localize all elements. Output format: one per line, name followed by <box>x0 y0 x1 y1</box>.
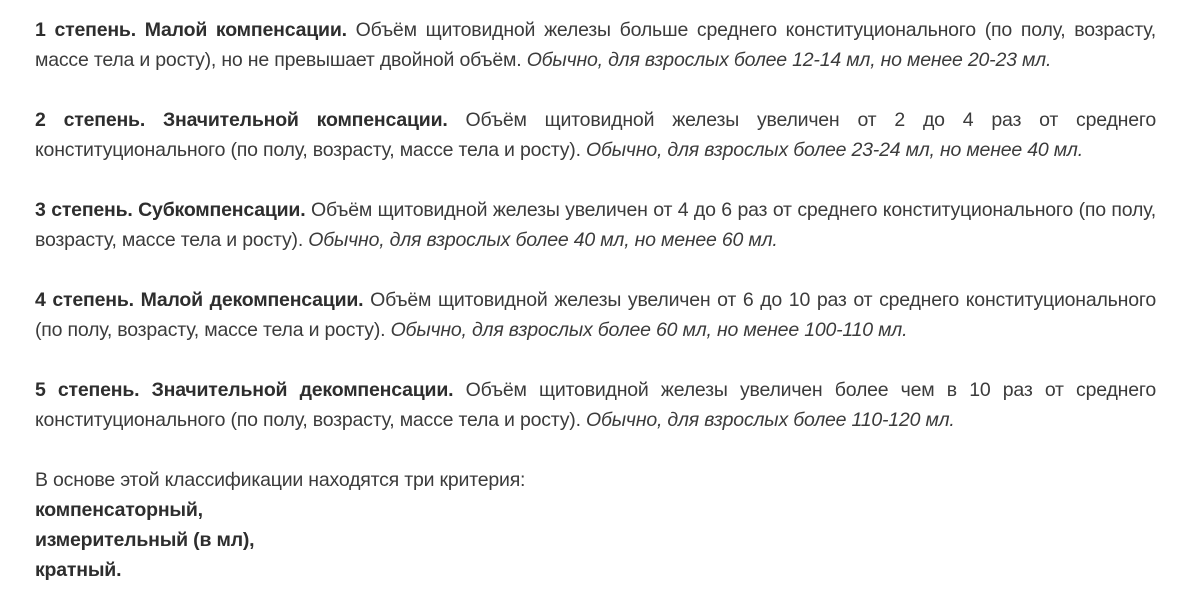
degree-1-paragraph <box>35 15 1156 75</box>
degree-3-paragraph <box>35 195 1156 255</box>
degree-3-note: Обычно, для взрослых более 40 мл, но менее 60 мл. <box>308 229 778 251</box>
degree-5-title: 5 степень. Значительной декомпенсации. <box>35 379 454 401</box>
criteria-item-measurement: измерительный (в мл), <box>35 529 255 551</box>
criteria-item-compensatory: компенсаторный, <box>35 499 203 521</box>
degree-2-paragraph <box>35 105 1156 165</box>
degree-4-title: 4 степень. Малой декомпенсации. <box>35 289 364 311</box>
degree-4-body: Объём щитовидной железы увеличен от 6 до 10 раз от среднего конституционального (по полу, возрасту, массе тела и росту). <box>35 289 1156 341</box>
criteria-item-multiple: кратный. <box>35 559 122 581</box>
criteria-list <box>35 495 1156 585</box>
degree-5-paragraph <box>35 375 1156 435</box>
degree-1-title: 1 степень. Малой компенсации. <box>35 19 347 41</box>
degree-3-body: Объём щитовидной железы увеличен от 4 до 6 раз от среднего конституционального (по полу, возрасту, массе тела и росту). <box>35 199 1156 251</box>
degree-5-body: Объём щитовидной железы увеличен более чем в 10 раз от среднего конституционального (по полу, возрасту, массе тела и росту). <box>35 379 1156 431</box>
degree-3-title: 3 степень. Субкомпенсации. <box>35 199 306 221</box>
degree-1-note: Обычно, для взрослых более 12-14 мл, но менее 20-23 мл. <box>526 49 1052 71</box>
degree-2-body: Объём щитовидной железы увеличен от 2 до 4 раз от среднего конституционального (по полу, возрасту, массе тела и росту). <box>35 109 1156 161</box>
degree-2-title: 2 степень. Значительной компенсации. <box>35 109 448 131</box>
degree-5-note: Обычно, для взрослых более 110-120 мл. <box>586 409 955 431</box>
degree-4-paragraph <box>35 285 1156 345</box>
article-content <box>35 15 1156 585</box>
degree-1-body: Объём щитовидной железы больше среднего конституционального (по полу, возрасту, массе тела и росту), но не превышает двойной объём. <box>35 19 1156 71</box>
degree-4-note: Обычно, для взрослых более 60 мл, но менее 100-110 мл. <box>390 319 908 341</box>
degree-2-note: Обычно, для взрослых более 23-24 мл, но менее 40 мл. <box>586 139 1083 161</box>
criteria-intro: В основе этой классификации находятся три критерия: <box>35 469 526 491</box>
